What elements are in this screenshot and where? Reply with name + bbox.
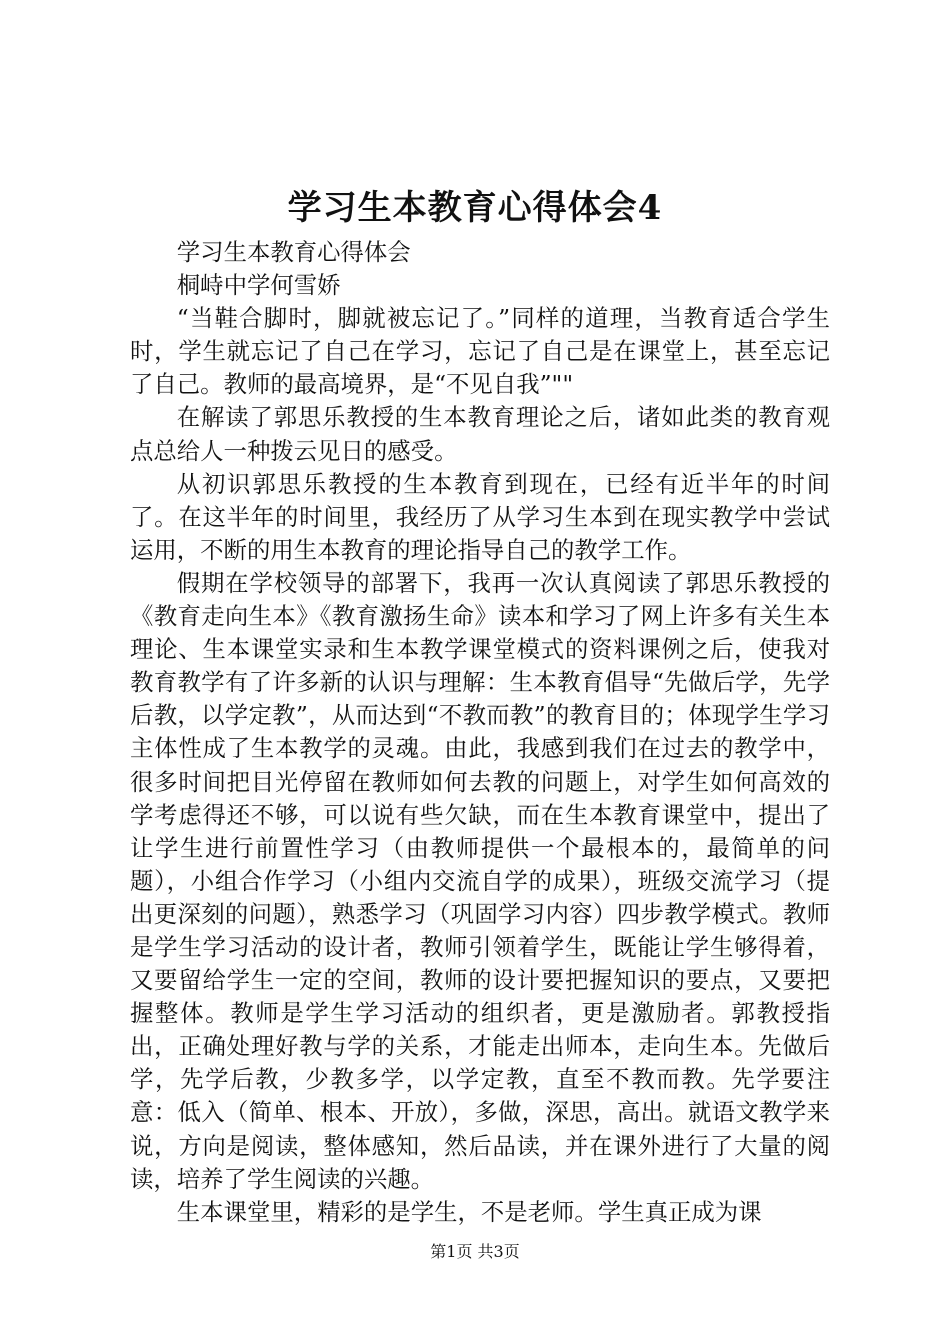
body-paragraph: “当鞋合脚时，脚就被忘记了。”同样的道理，当教育适合学生时，学生就忘记了自己在学习，忘记了自己是在课堂上，甚至忘记了自己。教师的最高境界，是“不见自我”"" bbox=[130, 304, 830, 399]
body-paragraph: 生本课堂里，精彩的是学生，不是老师。学生真正成为课 bbox=[176, 1197, 762, 1226]
document-title: 学习生本教育心得体会4 bbox=[287, 188, 663, 228]
author-paragraph: 桐峙中学何雪娇 bbox=[176, 271, 341, 300]
document-body bbox=[130, 236, 830, 1229]
page-footer: 第1页 共3页 bbox=[430, 1242, 520, 1261]
subtitle-paragraph: 学习生本教育心得体会 bbox=[176, 238, 411, 266]
body-paragraph: 在解读了郭思乐教授的生本教育理论之后，诸如此类的教育观点总给人一种拨云见日的感受。 bbox=[130, 403, 830, 465]
body-paragraph: 从初识郭思乐教授的生本教育到现在，已经有近半年的时间了。在这半年的时间里，我经历了从学习生本到在现实教学中尝试运用，不断的用生本教育的理论指导自己的教学工作。 bbox=[130, 469, 830, 564]
body-paragraph: 假期在学校领导的部署下，我再一次认真阅读了郭思乐教授的《教育走向生本》《教育激扬生命》读本和学习了网上许多有关生本理论、生本课堂实录和生本教学课堂模式的资料课例之后，使我对教育教学有了许多新的认识与理解：生本教育倡导“先做后学，先学后教，以学定教”，从而达到“不教而教”的教育目的；体现学生学习主体性成了生本教学的灵魂。由此，我感到我们在过去的教学中，很多时间把目光停留在教师如何去教的问题上，对学生如何高效的学考虑得还不够，可以说有些欠缺，而在生本教育课堂中，提出了让学生进行前置性学习（由教师提供一个最根本的，最简单的问题），小组合作学习（小组内交流自学的成果），班级交流学习（提出更深刻的问题），熟悉学习（巩固学习内容）四步教学模式。教师是学生学习活动的设计者，教师引领着学生，既能让学生够得着，又要留给学生一定的空间，教师的设计要把握知识的要点，又要把握整体。教师是学生学习活动的组织者，更是激励者。郭教授指出，正确处理好教与学的关系，才能走出师本，走向生本。先做后学，先学后教，少教多学，以学定教，直至不教而教。先学要注意：低入（简单、根本、开放），多做，深思，高出。就语文教学来说，方向是阅读，整体感知，然后品读，并在课外进行了大量的阅读，培养了学生阅读的兴趣。 bbox=[130, 568, 830, 1193]
